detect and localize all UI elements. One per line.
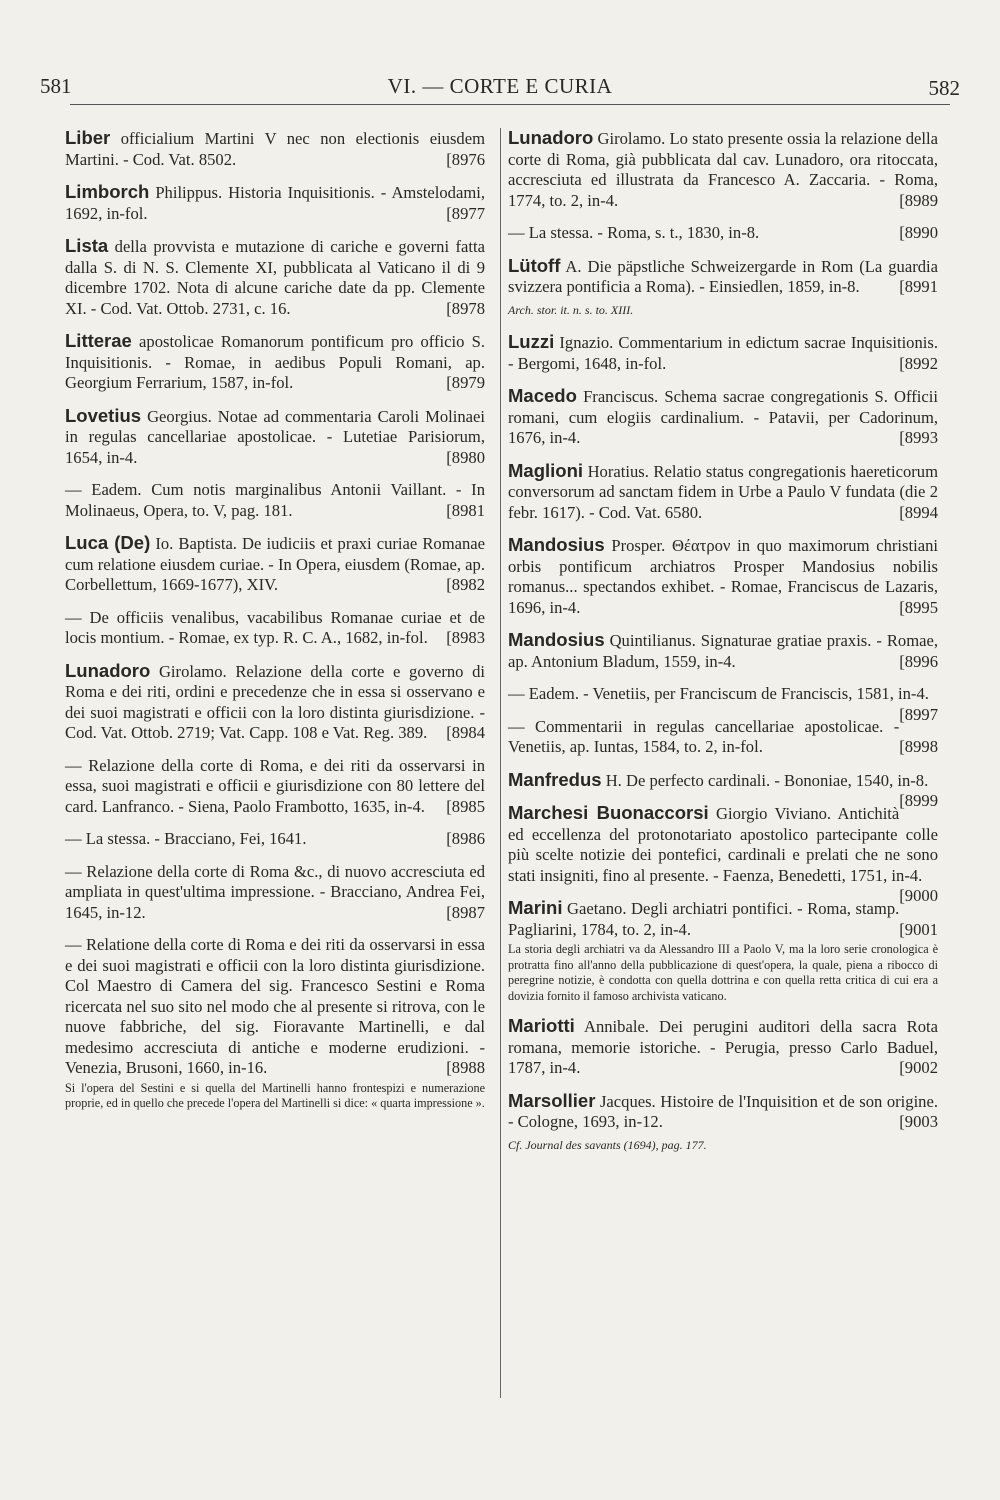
bibliography-entry — [508, 1016, 938, 1079]
entry-text: — Relazione della corte di Roma &c., di nuovo accresciuta ed ampliata in quest'ultima impressione. - Bracciano, Andrea Fei, 1645, in-12. — [65, 861, 485, 922]
entry-reference: Arch. stor. it. n. s. to. XIII. — [508, 302, 634, 317]
bibliography-entry — [508, 461, 938, 524]
entry-number: [8992 — [899, 353, 938, 373]
entry-text: — Eadem. Cum notis marginalibus Antonii Vaillant. - In Molinaeus, Opera, to. V, pag. 181. — [65, 480, 485, 520]
header-rule — [70, 104, 950, 105]
bibliography-entry — [65, 128, 485, 170]
entry-headword: Marini — [508, 897, 563, 918]
right-column — [508, 128, 938, 1167]
entry-note: La storia degli archiatri va da Alessandro III a Paolo V, ma la loro serie cronologica è protratta fino all'anno della pubblicazione di quest'opera, la quale, piena a ribocco di peregrine notizie, è condotta con quella dottrina e con quella retta critica di cui era a dovizia fornito il famoso archivista vaticano. — [508, 942, 938, 1003]
bibliography-entry — [508, 332, 938, 374]
entry-number: [8984 — [446, 723, 485, 742]
entry-headword: Manfredus — [508, 768, 602, 790]
entry-headword: Mandosius — [508, 629, 605, 650]
bibliography-entry — [508, 898, 938, 1004]
entry-number: [9000 — [899, 886, 938, 905]
entry-text: Franciscus. Schema sacrae congregationis S. Officii romani, cum elogiis cardinalium. - Patavii, per Cadorinum, 1676, in-4. — [508, 387, 938, 447]
entry-text: — Relatione della corte di Roma e dei riti da osservarsi in essa e dei suoi magistrati e officii con la loro distinta giurisdizione. Col Maestro di Camera del sig. Francesco Sestini e Roma ricercata nel suo sito nel modo che al presente si ritrova, con le nuove fabbriche, del sig. Fioravante Martinelli, e dal medesimo accresciuta di antiche e moderne erudizioni. - Venezia, Brusoni, 1660, in-16. — [65, 935, 485, 1077]
bibliography-entry — [65, 862, 485, 924]
entry-text: A. Die päpstliche Schweizergarde in Rom (La guardia svizzera pontificia a Roma). - Einsiedlen, 1859, in-8. — [508, 256, 938, 296]
entry-headword: Mandosius — [508, 534, 605, 555]
entry-note: Si l'opera del Sestini e si quella del Martinelli hanno frontespizi e numerazione proprie, ed in quello che precede l'opera del Martinelli si dice: « quarta impressione ». — [65, 1080, 485, 1110]
entry-text: Girolamo. Relazione della corte e governo di Roma e dei riti, ordini e precedenze che in essa si osservano e dei suoi magistrati e officii con la loro distinta giurisdizione. - Cod. Vat. Ottob. 2719; Vat. Capp. 108 e Vat. Reg. 389. — [65, 661, 485, 742]
entry-text: Jacques. Histoire de l'Inquisition et de son origine. - Cologne, 1693, in-12. — [508, 1091, 938, 1131]
entry-text: — Eadem. - Venetiis, per Franciscum de Franciscis, 1581, in-4. — [508, 684, 929, 703]
entry-text: Giorgio Viviano. Antichità ed eccellenza del protonotariato apostolico partecipante colle più scelte notizie dei pontefici, cardinali e prelati che ne sono stati insigniti, fino al presente. - Faenza, Benedetti, 1751, in-4. — [508, 804, 938, 885]
entry-headword: Lista — [65, 235, 109, 256]
bibliography-entry — [65, 182, 485, 224]
entry-text: — Relazione della corte di Roma, e dei riti da osservarsi in essa, suoi magistrati e officii e giurisdizione con 80 lettere del card. Lanfranco. - Siena, Paolo Frambotto, 1635, in-4. — [65, 755, 485, 816]
page-number-left: 581 — [40, 74, 72, 98]
bibliography-entry — [65, 756, 485, 818]
page-number-right: 582 — [928, 76, 960, 100]
entry-number: [8998 — [899, 737, 938, 756]
bibliography-entry — [65, 236, 485, 319]
entry-number: [8987 — [446, 902, 485, 922]
entry-number: [8989 — [899, 190, 938, 210]
entry-number: [8993 — [899, 428, 938, 447]
entry-text: Girolamo. Lo stato presente ossia la relazione della corte di Roma, già pubblicata dal cav. Lunadoro, ora ritoccata, accresciuta ed illustrata da Francesco A. Zaccaria. - Roma, 1774, to. 2, in-4. — [508, 129, 938, 210]
entry-headword: Lütoff — [508, 254, 561, 276]
entry-headword: Maglioni — [508, 459, 584, 481]
entry-text: officialium Martini V nec non electionis eiusdem Martini. - Cod. Vat. 8502. — [65, 129, 485, 169]
entry-headword: Lunadoro — [508, 127, 594, 148]
entry-number: [8997 — [899, 704, 938, 724]
entry-headword: Lovetius — [65, 404, 142, 426]
entry-text: Prosper. Θέατρον in quo maximorum christiani orbis pontificum archiatros Prosper Mandosius nobilis romanus... spectandos exhibet. - Romae, Franciscus de Lazaris, 1696, in-4. — [508, 536, 938, 617]
bibliography-entry — [65, 935, 485, 1112]
entry-number: [8981 — [446, 500, 485, 520]
entry-number: [8995 — [899, 597, 938, 617]
entry-text: della provvista e mutazione di cariche e governi fatta dalla S. di N. S. Clemente XI, pubblicata al Vaticano il di 9 dicembre 1702. Nota di alcune cariche date da pp. Clemente XI. - Cod. Vat. Ottob. 2731, c. 16. — [65, 237, 485, 318]
entry-text: — Commentarii in regulas cancellariae apostolicae. - Venetiis, ap. Iuntas, 1584, to. 2, in-fol. — [508, 716, 900, 756]
entry-headword: Luzzi — [508, 331, 555, 352]
bibliography-entry — [65, 608, 485, 649]
entry-text: Annibale. Dei perugini auditori della sacra Rota romana, memorie istoriche. - Perugia, presso Carlo Baduel, 1787, in-4. — [508, 1017, 938, 1077]
entry-text: — De officiis venalibus, vacabilibus Romanae curiae et de locis montium. - Romae, ex typ. R. C. A., 1682, in-fol. — [65, 607, 485, 647]
entry-number: [8978 — [446, 298, 485, 318]
bibliography-entry — [508, 802, 938, 905]
entry-number: [9001 — [899, 919, 938, 939]
entry-number: [8994 — [899, 502, 938, 522]
entry-headword: Liber — [65, 127, 111, 148]
bibliography-entry — [65, 661, 485, 744]
bibliography-entry — [508, 768, 938, 810]
entry-number: [8990 — [899, 223, 938, 242]
entry-headword: Limborch — [65, 181, 150, 202]
bibliography-entry — [65, 331, 485, 394]
bibliography-entry — [508, 535, 938, 618]
entry-text: Io. Baptista. De iudiciis et praxi curiae Romanae cum relatione eiusdem curiae. - In Opera, eiusdem (Romae, ap. Corbellettum, 1669-1677), XIV. — [65, 534, 486, 594]
bibliography-entry — [508, 128, 938, 211]
entry-headword: Litterae — [65, 330, 132, 351]
bibliography-entry — [508, 684, 938, 724]
left-column — [65, 128, 485, 1124]
entry-number: [8996 — [899, 651, 938, 671]
entry-text: Quintilianus. Signaturae gratiae praxis. - Romae, ap. Antonium Bladum, 1559, in-4. — [508, 631, 938, 671]
entry-number: [8991 — [899, 277, 938, 296]
entry-headword: Lunadoro — [65, 659, 151, 681]
entry-number: [9002 — [899, 1058, 938, 1077]
entry-text: Georgius. Notae ad commentaria Caroli Molinaei in regulas cancellariae apostolicae. - Lutetiae Parisiorum, 1654, in-4. — [65, 406, 485, 467]
running-header — [40, 74, 960, 104]
entry-number: [8980 — [446, 447, 485, 467]
entry-number: [8979 — [446, 373, 485, 392]
entry-headword: Mariotti — [508, 1015, 575, 1036]
entry-number: [8988 — [446, 1058, 485, 1077]
entry-headword: Marsollier — [508, 1089, 596, 1111]
entry-number: [8977 — [446, 203, 485, 223]
entry-number: [8983 — [446, 628, 485, 647]
entry-headword: Marchesi Buonaccorsi — [508, 802, 709, 823]
entry-number: [8999 — [899, 791, 938, 810]
entry-number: [9003 — [899, 1112, 938, 1131]
entry-text: Philippus. Historia Inquisitionis. - Amstelodami, 1692, in-fol. — [65, 183, 486, 223]
entry-text: Gaetano. Degli archiatri pontifici. - Roma, stamp. Pagliarini, 1784, to. 2, in-4. — [508, 899, 900, 939]
bibliography-entry — [508, 1091, 938, 1156]
bibliography-entry — [508, 223, 938, 244]
entry-number: [8986 — [446, 829, 485, 848]
entry-headword: Macedo — [508, 385, 577, 406]
entry-headword: Luca (De) — [65, 532, 151, 553]
bibliography-entry — [508, 717, 938, 758]
bibliography-entry — [65, 406, 485, 469]
bibliography-entry — [65, 480, 485, 521]
bibliography-entry — [508, 386, 938, 449]
entry-text: apostolicae Romanorum pontificum pro officio S. Inquisitionis. - Romae, in aedibus Populi Romani, ap. Georgium Ferrarium, 1587, in-fol. — [65, 332, 485, 392]
entry-text: H. De perfecto cardinali. - Bononiae, 1540, in-8. — [605, 770, 929, 790]
entry-number: [8982 — [446, 575, 485, 594]
bibliography-entry — [65, 829, 485, 850]
column-divider — [500, 128, 501, 1398]
bibliography-entry — [508, 256, 938, 321]
entry-number: [8976 — [446, 149, 485, 169]
bibliography-entry — [508, 630, 938, 672]
entry-number: [8985 — [446, 796, 485, 816]
entry-text: Horatius. Relatio status congregationis haereticorum conversorum ad sanctam fidem in Urbe a Paulo V fundata (die 2 febr. 1617). - Cod. Vat. 6580. — [508, 461, 938, 522]
entry-text: — La stessa. - Roma, s. t., 1830, in-8. — [508, 223, 760, 242]
bibliography-entry — [65, 533, 485, 596]
entry-text: Ignazio. Commentarium in edictum sacrae Inquisitionis. - Bergomi, 1648, in-fol. — [508, 333, 938, 373]
entry-reference: Cf. Journal des savants (1694), pag. 177. — [508, 1137, 707, 1152]
entry-text: — La stessa. - Bracciano, Fei, 1641. — [65, 829, 307, 848]
running-head-title: VI. — CORTE E CURIA — [387, 74, 613, 98]
